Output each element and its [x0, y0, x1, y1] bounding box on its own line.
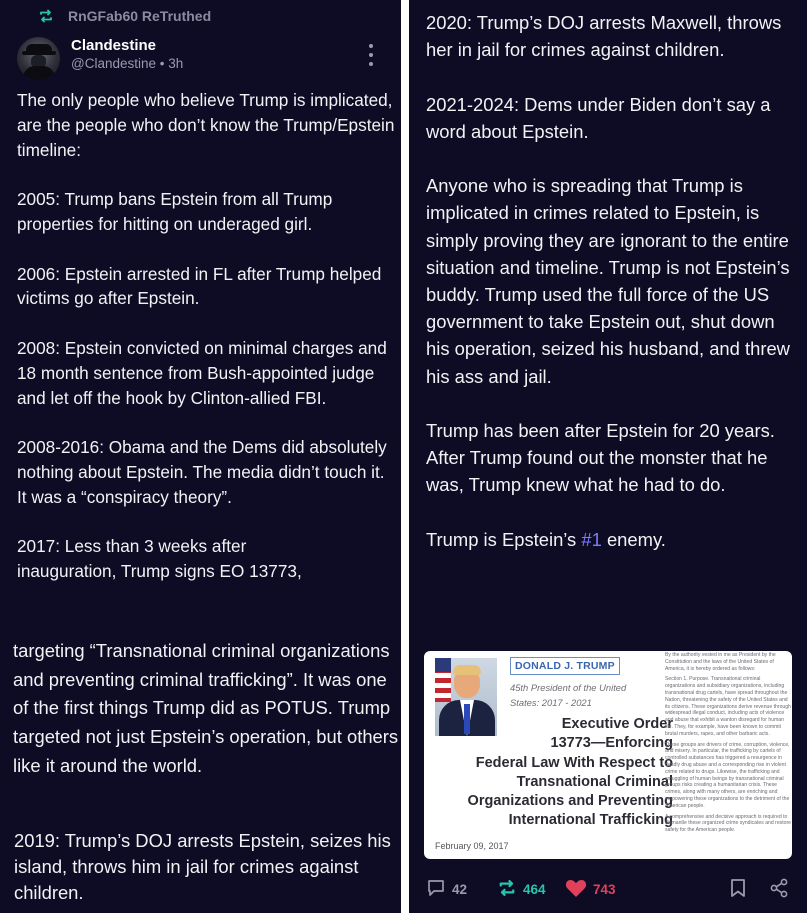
retruth-button[interactable] [497, 878, 546, 900]
card-body-text [665, 652, 791, 857]
card-date: February 09, 2017 [435, 841, 509, 851]
like-count: 743 [593, 881, 616, 897]
bookmark-button[interactable] [729, 878, 747, 900]
post-panel-right [409, 0, 807, 913]
share-button[interactable] [769, 878, 789, 900]
author-name[interactable]: Clandestine [71, 37, 157, 54]
reply-icon [426, 878, 446, 901]
card-body-paragraph: Section 1. Purpose. Transnational criminal organizations and subsidiary organizations, including transnational drug cartels, have spread throughout the Nation, threatening the safety of the United States and its citizens. These organizations derive revenue through widespread illegal conduct, including acts of violence and abuse that exhibit a wanton disregard for human life. They, for example, have been known to commit brutal murders, rapes, and other barbaric acts. [665, 676, 791, 737]
card-body-paragraph: These groups are drivers of crime, corruption, violence, and misery. In particular, the trafficking by cartels of controlled substances has triggered a resurgence in deadly drug abuse and a corresponding rise in violent crime related to drugs. Likewise, the trafficking and smuggling of human beings by transnational criminal groups risks creating a humanitarian crisis. These crimes, along with many others, are enriching and empowering these organizations to the detriment of the American people. [665, 741, 790, 809]
card-badge: DONALD J. TRUMP [510, 657, 620, 675]
retruth-icon [38, 8, 54, 24]
author-handle[interactable]: @Clandestine • 3h [71, 56, 184, 71]
link-preview-card[interactable] [424, 651, 792, 859]
retruth-header [38, 8, 211, 24]
post-text-left: The only people who believe Trump is implicated, are the people who don’t know the Trump/Epstein timeline: 2005: Trump bans Epstein from all Trump properties for hitting on underaged girl. 2006: Epstein arrested in FL after Trump helped victims go after Epstein. 2008: Epstein convicted on minimal charges and 18 month sentence from Bush-appointed judge and let off the hook by Clinton-allied FBI. 2008-2016: Obama and the Dems did absolutely nothing about Epstein. The media didn’t touch it. It was a “conspiracy theory”. 2017: Less than 3 weeks after inauguration, Trump signs EO 13773, [17, 90, 395, 582]
avatar[interactable] [17, 37, 60, 80]
card-body-paragraph: A comprehensive and decisive approach is required to dismantle these organized crime syndicates and restore safety for the American people. [665, 813, 791, 834]
card-subtitle: 45th President of the United States: 2017 - 2021 [510, 682, 627, 708]
card-title: Executive Order 13773—Enforcing Federal Law With Respect to Transnational Criminal Organizations and Preventing International Trafficking [467, 716, 673, 829]
card-body-paragraph: By the authority vested in me as President by the Constitution and the laws of the United States of America, it is hereby ordered as follows: [665, 652, 776, 672]
reply-count: 42 [452, 881, 468, 897]
post-text-right [426, 9, 801, 553]
post-text-right-last: Trump is Epstein’s [426, 528, 582, 550]
retruth-count: 464 [523, 881, 546, 897]
reply-button[interactable] [426, 878, 467, 900]
heart-icon [565, 878, 587, 901]
share-icon [769, 878, 789, 901]
bookmark-icon [729, 878, 747, 901]
more-options-icon[interactable] [364, 44, 378, 66]
post-text-right-last-suffix: enemy. [601, 528, 666, 550]
hashtag-link[interactable]: #1 [581, 528, 602, 550]
like-button[interactable] [565, 878, 616, 900]
post-text-left-continued: targeting “Transnational criminal organizations and preventing criminal trafficking”. It was one of the first things Trump did as POTUS. Trump targeted not just Epstein’s operation, but others like it around the world. [13, 640, 399, 776]
post-text-left-bottom: 2019: Trump’s DOJ arrests Epstein, seizes his island, throws him in jail for crimes against children. [14, 830, 391, 903]
post-text-right-body: 2020: Trump’s DOJ arrests Maxwell, throws her in jail for crimes against children. 2021-2024: Dems under Biden don’t say a word about Epstein. Anyone who is spreading that Trump is implicated in crimes related to Epstein, is simply proving they are ignorant to the entire situation and timeline. Trump is not Epstein’s buddy. Trump used the full force of the US government to take Epstein out, shut down his operation, seized his husband, and threw his ass and jail. Trump has been after Epstein for 20 years. After Trump found out the monster that he was, Trump knew what he had to do. [426, 12, 790, 496]
retruth-label[interactable]: RnGFab60 ReTruthed [68, 8, 212, 24]
retruth-icon [497, 878, 517, 901]
post-panel-left [0, 0, 401, 913]
